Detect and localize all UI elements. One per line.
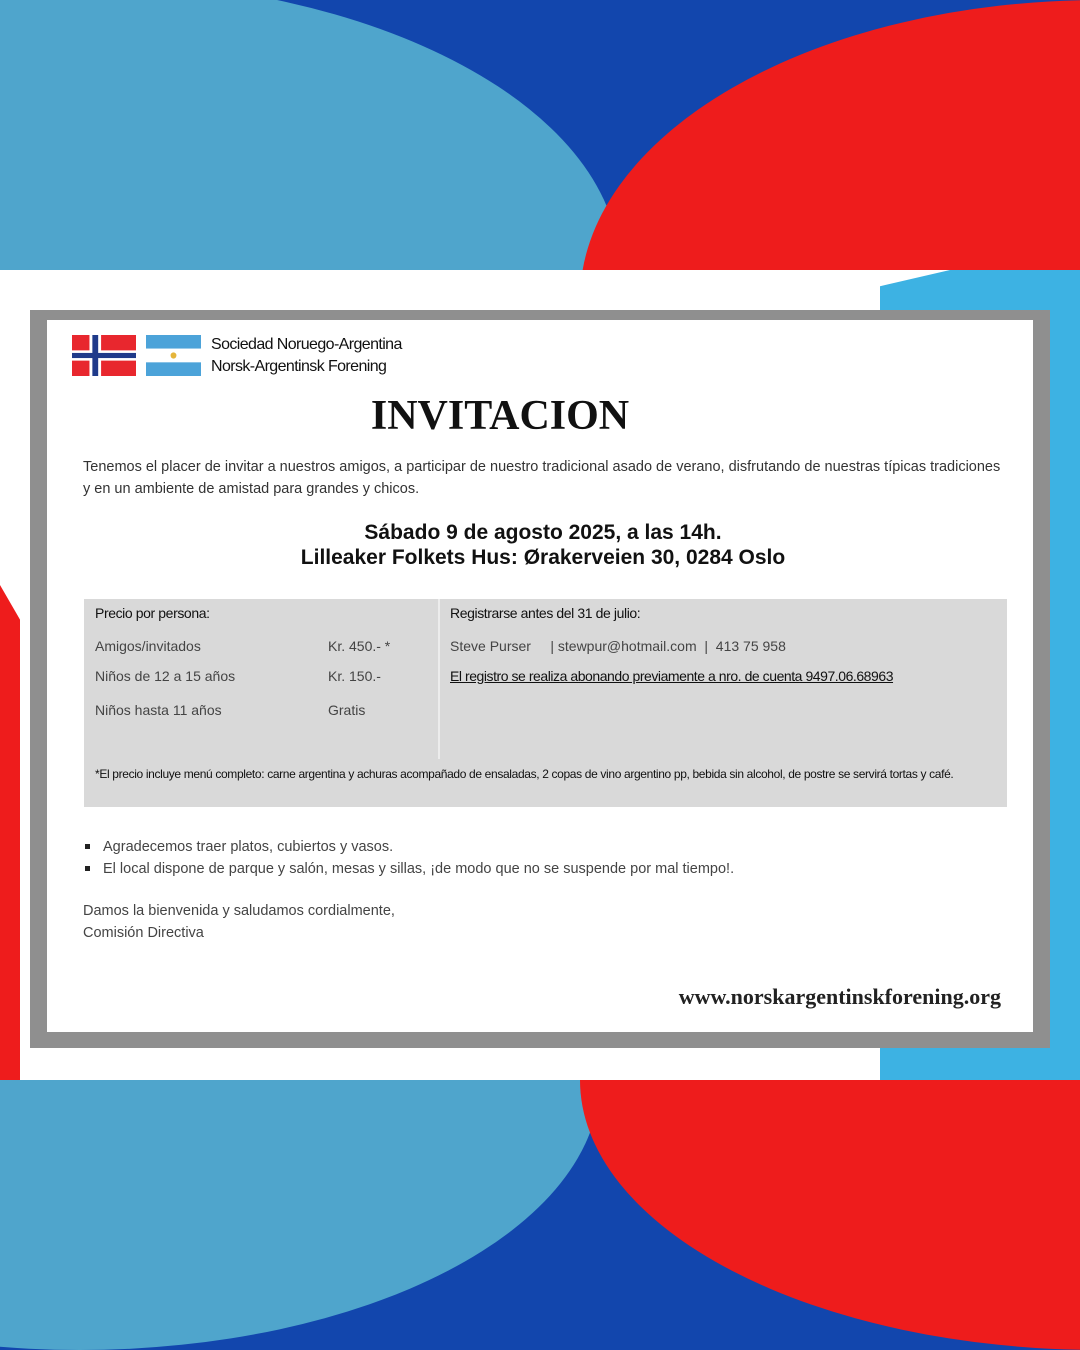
event-location: Lilleaker Folkets Hus: Ørakerveien 30, 0284 Oslo	[300, 546, 786, 569]
norway-flag-icon	[72, 335, 136, 376]
prices-heading: Precio por persona:	[95, 605, 210, 621]
event-details	[83, 520, 1003, 570]
page-title: INVITACION	[370, 393, 630, 439]
list-item-text: Agradecemos traer platos, cubiertos y vasos.	[103, 839, 394, 855]
org-name-es: Sociedad Noruego-Argentina	[211, 336, 402, 353]
price-label: Niños de 12 a 15 años	[95, 668, 236, 684]
closing-signature: Comisión Directiva	[83, 925, 204, 941]
price-label: Niños hasta 11 años	[95, 702, 222, 718]
intro-paragraph: Tenemos el placer de invitar a nuestros amigos, a participar de nuestro tradicional asado de verano, disfrutando de nuestras típicas tradiciones y en un ambiente de amistad para grandes y chicos.	[83, 459, 1001, 497]
org-name-no: Norsk-Argentinsk Forening	[211, 358, 387, 375]
table-divider	[438, 599, 440, 759]
price-footnote: *El precio incluye menú completo: carne argentina y achuras acompañado de ensaladas, 2 copas de vino argentino pp, bebida sin alcohol, de postre se servirá tortas y café.	[95, 767, 954, 781]
registration-contact: Steve Purser | stewpur@hotmail.com | 413 75 958	[450, 638, 786, 654]
info-table	[84, 599, 1007, 807]
website-link[interactable]: www.norskargentinskforening.org	[678, 984, 1001, 1009]
closing-greeting: Damos la bienvenida y saludamos cordialmente,	[83, 903, 395, 919]
bullet-square-icon	[85, 866, 90, 871]
price-value: Kr. 150.-	[328, 668, 381, 684]
notes-list	[83, 836, 734, 880]
list-item	[83, 858, 734, 880]
list-item	[83, 836, 734, 858]
closing-text	[83, 900, 395, 944]
price-label: Amigos/invitados	[95, 638, 201, 654]
bullet-square-icon	[85, 844, 90, 849]
registration-heading: Registrarse antes del 31 de julio:	[450, 605, 641, 621]
list-item-text: El local dispone de parque y salón, mesas y sillas, ¡de modo que no se suspende por mal tiempo!.	[103, 861, 735, 877]
organization-name	[211, 334, 402, 378]
registration-account-note: El registro se realiza abonando previamente a nro. de cuenta 9497.06.68963	[450, 668, 894, 684]
price-value: Kr. 450.- *	[328, 638, 391, 654]
argentina-flag-icon	[146, 335, 201, 376]
price-value: Gratis	[328, 702, 366, 718]
red-accent-band	[0, 585, 20, 1080]
event-date: Sábado 9 de agosto 2025, a las 14h.	[364, 521, 722, 544]
